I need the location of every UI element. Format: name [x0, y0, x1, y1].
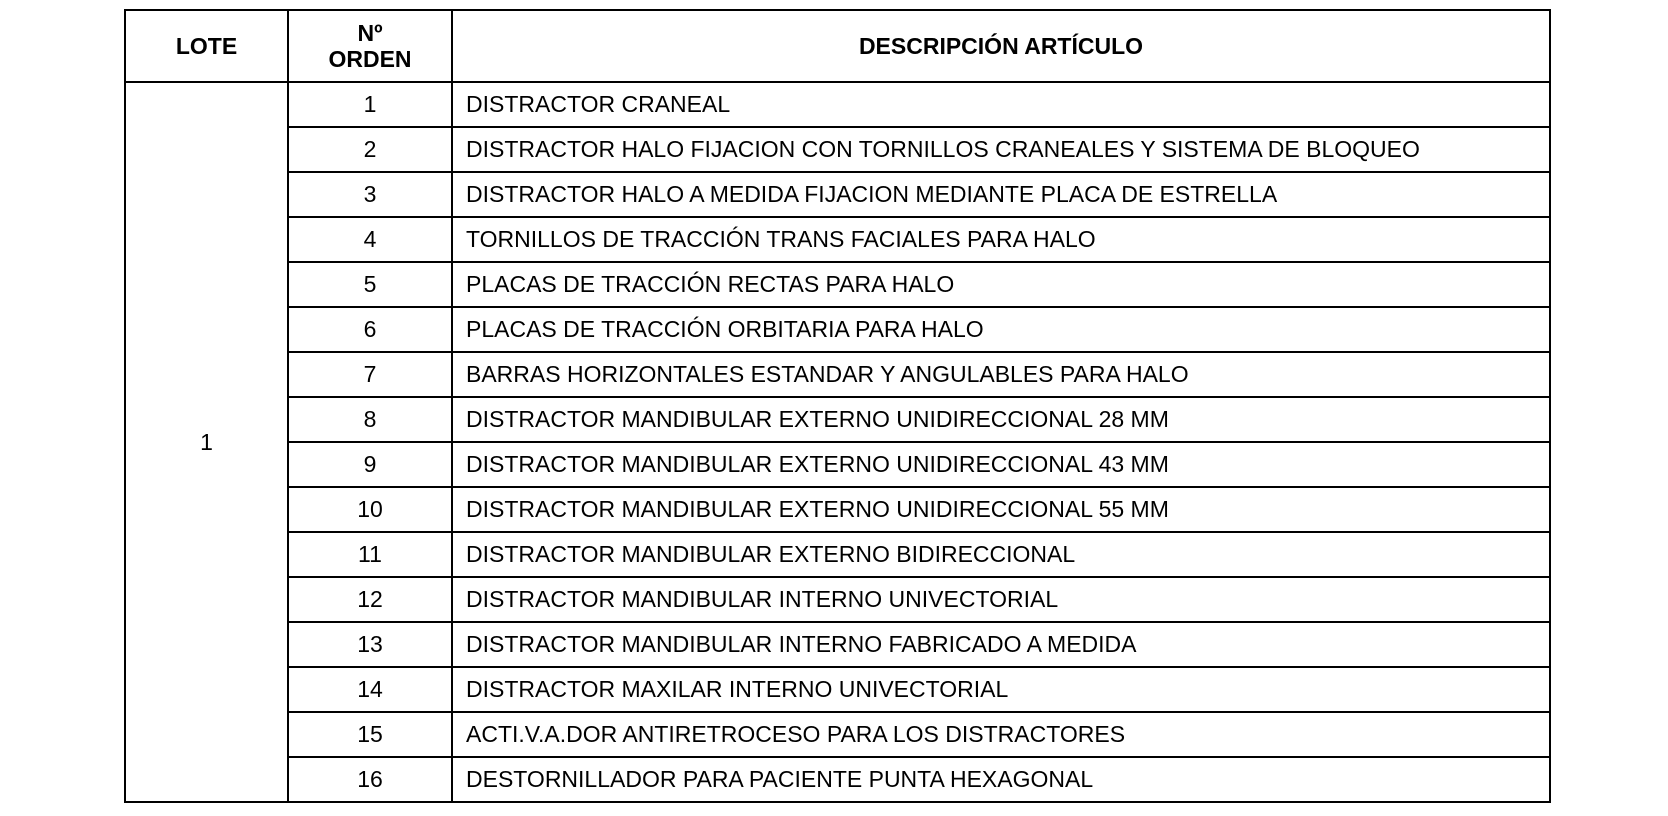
descripcion-cell: ACTI.V.A.DOR ANTIRETROCESO PARA LOS DISTRACTORES — [452, 712, 1550, 757]
table-row — [125, 487, 1550, 532]
table-row — [125, 442, 1550, 487]
descripcion-cell: DISTRACTOR MANDIBULAR INTERNO UNIVECTORIAL — [452, 577, 1550, 622]
orden-cell: 2 — [288, 127, 452, 172]
orden-cell: 6 — [288, 307, 452, 352]
orden-cell: 10 — [288, 487, 452, 532]
orden-cell: 15 — [288, 712, 452, 757]
descripcion-cell: DISTRACTOR MAXILAR INTERNO UNIVECTORIAL — [452, 667, 1550, 712]
descripcion-cell: DISTRACTOR MANDIBULAR INTERNO FABRICADO A MEDIDA — [452, 622, 1550, 667]
table-row — [125, 82, 1550, 127]
orden-cell: 11 — [288, 532, 452, 577]
table-body — [125, 82, 1550, 802]
orden-cell: 12 — [288, 577, 452, 622]
descripcion-cell: PLACAS DE TRACCIÓN ORBITARIA PARA HALO — [452, 307, 1550, 352]
descripcion-cell: DISTRACTOR HALO FIJACION CON TORNILLOS CRANEALES Y SISTEMA DE BLOQUEO — [452, 127, 1550, 172]
orden-cell: 4 — [288, 217, 452, 262]
table-row — [125, 622, 1550, 667]
table-header — [125, 10, 1550, 82]
descripcion-cell: DISTRACTOR MANDIBULAR EXTERNO UNIDIRECCIONAL 43 MM — [452, 442, 1550, 487]
articles-table — [124, 9, 1551, 803]
descripcion-cell: TORNILLOS DE TRACCIÓN TRANS FACIALES PARA HALO — [452, 217, 1550, 262]
table-row — [125, 262, 1550, 307]
table-row — [125, 667, 1550, 712]
descripcion-cell: DISTRACTOR HALO A MEDIDA FIJACION MEDIANTE PLACA DE ESTRELLA — [452, 172, 1550, 217]
lote-cell: 1 — [125, 82, 288, 802]
orden-cell: 7 — [288, 352, 452, 397]
header-row — [125, 10, 1550, 82]
descripcion-cell: DISTRACTOR MANDIBULAR EXTERNO BIDIRECCIONAL — [452, 532, 1550, 577]
orden-cell: 14 — [288, 667, 452, 712]
descripcion-cell: DISTRACTOR MANDIBULAR EXTERNO UNIDIRECCIONAL 28 MM — [452, 397, 1550, 442]
orden-cell: 16 — [288, 757, 452, 802]
table-row — [125, 577, 1550, 622]
header-orden-line1: Nº — [357, 20, 383, 46]
table-row — [125, 352, 1550, 397]
orden-cell: 3 — [288, 172, 452, 217]
orden-cell: 5 — [288, 262, 452, 307]
descripcion-cell: DESTORNILLADOR PARA PACIENTE PUNTA HEXAGONAL — [452, 757, 1550, 802]
orden-cell: 1 — [288, 82, 452, 127]
orden-cell: 8 — [288, 397, 452, 442]
orden-cell: 9 — [288, 442, 452, 487]
table-row — [125, 217, 1550, 262]
header-lote: LOTE — [125, 10, 288, 82]
table-row — [125, 532, 1550, 577]
header-orden — [288, 10, 452, 82]
table-row — [125, 307, 1550, 352]
table-row — [125, 757, 1550, 802]
table-row — [125, 172, 1550, 217]
descripcion-cell: DISTRACTOR MANDIBULAR EXTERNO UNIDIRECCIONAL 55 MM — [452, 487, 1550, 532]
orden-cell: 13 — [288, 622, 452, 667]
header-descripcion: DESCRIPCIÓN ARTÍCULO — [452, 10, 1550, 82]
descripcion-cell: BARRAS HORIZONTALES ESTANDAR Y ANGULABLES PARA HALO — [452, 352, 1550, 397]
table-row — [125, 712, 1550, 757]
descripcion-cell: PLACAS DE TRACCIÓN RECTAS PARA HALO — [452, 262, 1550, 307]
header-orden-line2: ORDEN — [328, 46, 412, 72]
descripcion-cell: DISTRACTOR CRANEAL — [452, 82, 1550, 127]
table-row — [125, 397, 1550, 442]
table-row — [125, 127, 1550, 172]
